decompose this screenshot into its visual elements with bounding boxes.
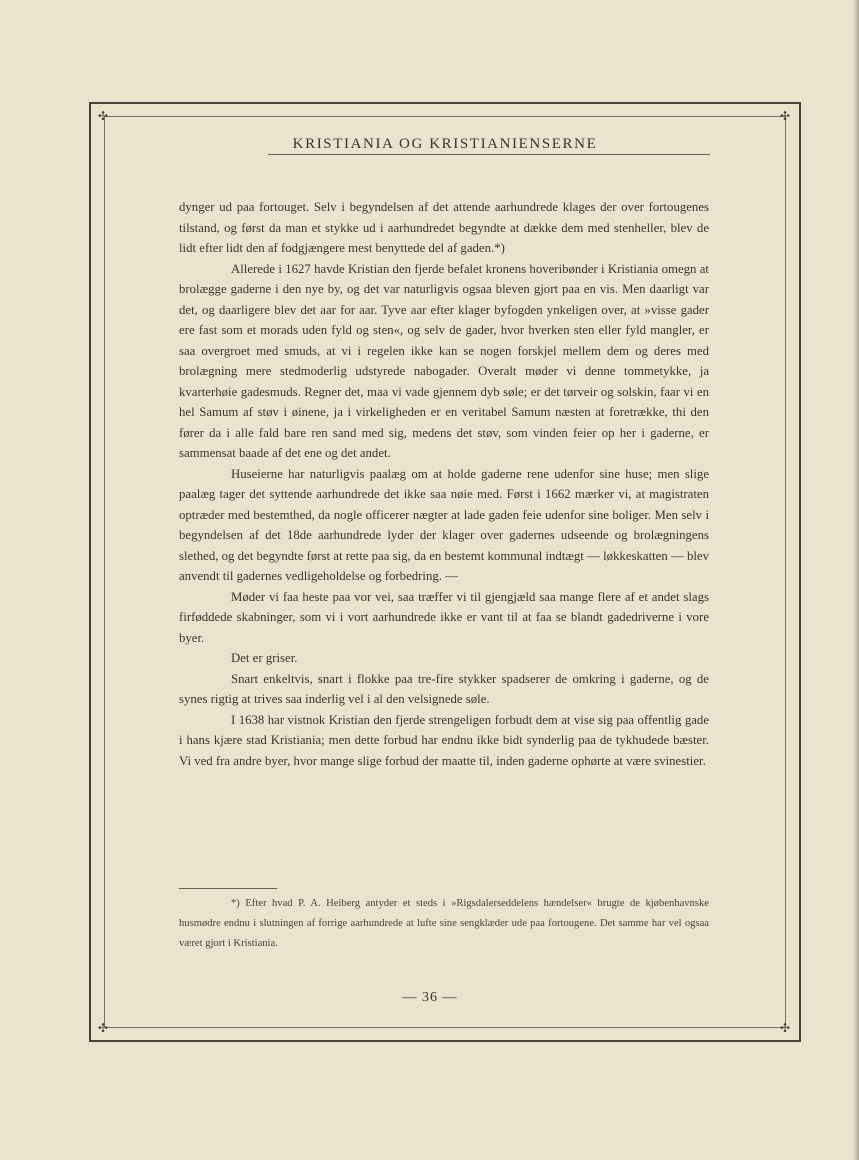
paragraph: Snart enkeltvis, snart i flokke paa tre-fire stykker spadserer de omkring i gaderne, og de synes rigtig at trives saa inderlig vel i al den velsignede søle. bbox=[179, 671, 709, 706]
body-text bbox=[179, 197, 709, 771]
paragraph: I 1638 har vistnok Kristian den fjerde strengeligen forbudt dem at vise sig paa offentlig gade i hans kjære stad Kristiania; men dette forbud har endnu ikke bidt synderlig paa de tykhudede bæster. Vi ved fra andre byer, hvor mange slige forbud der maatte til, inden gaderne ophørte at være svinestier. bbox=[179, 712, 709, 768]
footnote-text: *) Efter hvad P. A. Heiberg antyder et steds i »Rigsdalerseddelens hændelser« brugte de kjøbenhavnske husmødre endnu i slutningen af forrige aarhundrede at lufte sine sengklæder ude paa fortougene. Det samme har vel ogsaa været gjort i Kristiania. bbox=[179, 898, 709, 949]
footnote-rule bbox=[179, 888, 277, 889]
paragraph: Allerede i 1627 havde Kristian den fjerde befalet kronens hoveribønder i Kristiania omegn at brolægge gaderne i den nye by, og det var naturligvis ogsaa bleven gjort paa en vis. Men daarligt var det, og daarligere blev det aar for aar. Tyve aar efter klager byfogden ynkeligen over, at »visse gader ere fast som et morads uden fyld og sten«, og selv de gader, hvor hverken sten eller fyld mangler, er saa overgroet med smuds, at vi i regelen ikke kan se nogen forskjel mellem dem og deres med brolægning mere stedmoderlig udstyrede nabogader. Overalt møder vi denne tommetykke, ja kvarterhøie gadesmuds. Regner det, maa vi vade gjennem dyb søle; er det tørveir og solskin, faar vi en hel Samum af støv i øinene, ja i virkeligheden er en veritabel Samum næsten at foretrække, thi den fører da i alle fald bare ren sand med sig, medens det støv, som vinden feier op her i gaderne, er sammensat baade af det ene og det andet. bbox=[179, 261, 709, 460]
running-header: KRISTIANIA OG KRISTIANIENSERNE bbox=[292, 136, 598, 152]
paragraph: dynger ud paa fortouget. Selv i begyndelsen af det attende aarhundrede klages der over fortougenes tilstand, og først da man et stykke ud i aarhundredet begyndte at dække dem med stenheller, blev de lidt efter lidt den af fodgjængere mest benyttede del af gaden.*) bbox=[179, 200, 709, 255]
page-edge-shadow bbox=[853, 0, 859, 1160]
corner-ornament-icon: ✣ bbox=[97, 109, 109, 123]
footnote bbox=[179, 894, 709, 954]
paragraph: Møder vi faa heste paa vor vei, saa træffer vi til gjengjæld saa mange flere af et andet slags firføddede skabninger, som vi i vort aarhundrede ikke er vant til at faa se blandt gadedriverne i vore byer. bbox=[179, 589, 709, 645]
paragraph: Det er griser. bbox=[231, 651, 298, 665]
corner-ornament-icon: ✣ bbox=[779, 109, 791, 123]
header-rule bbox=[268, 154, 710, 155]
page-number: — 36 — bbox=[402, 990, 458, 1005]
paragraph: Huseierne har naturligvis paalæg om at holde gaderne rene udenfor sine huse; men slige paalæg tager det syttende aarhundrede det ikke saa nøie med. Først i 1662 mærker vi, at magistraten optræder med bestemthed, da nogle officerer nægter at lade gaden feie udenfor sine boliger. Men selv i begyndelsen af det 18de aarhundrede lyder der klager over gadernes udseende og brolægningens slethed, og det begyndte først at rette paa sig, da en bestemt kommunal indtægt — løkkeskatten — blev anvendt til gadernes vedligeholdelse og forbedring. — bbox=[179, 466, 709, 583]
corner-ornament-icon: ✣ bbox=[779, 1021, 791, 1035]
corner-ornament-icon: ✣ bbox=[97, 1021, 109, 1035]
